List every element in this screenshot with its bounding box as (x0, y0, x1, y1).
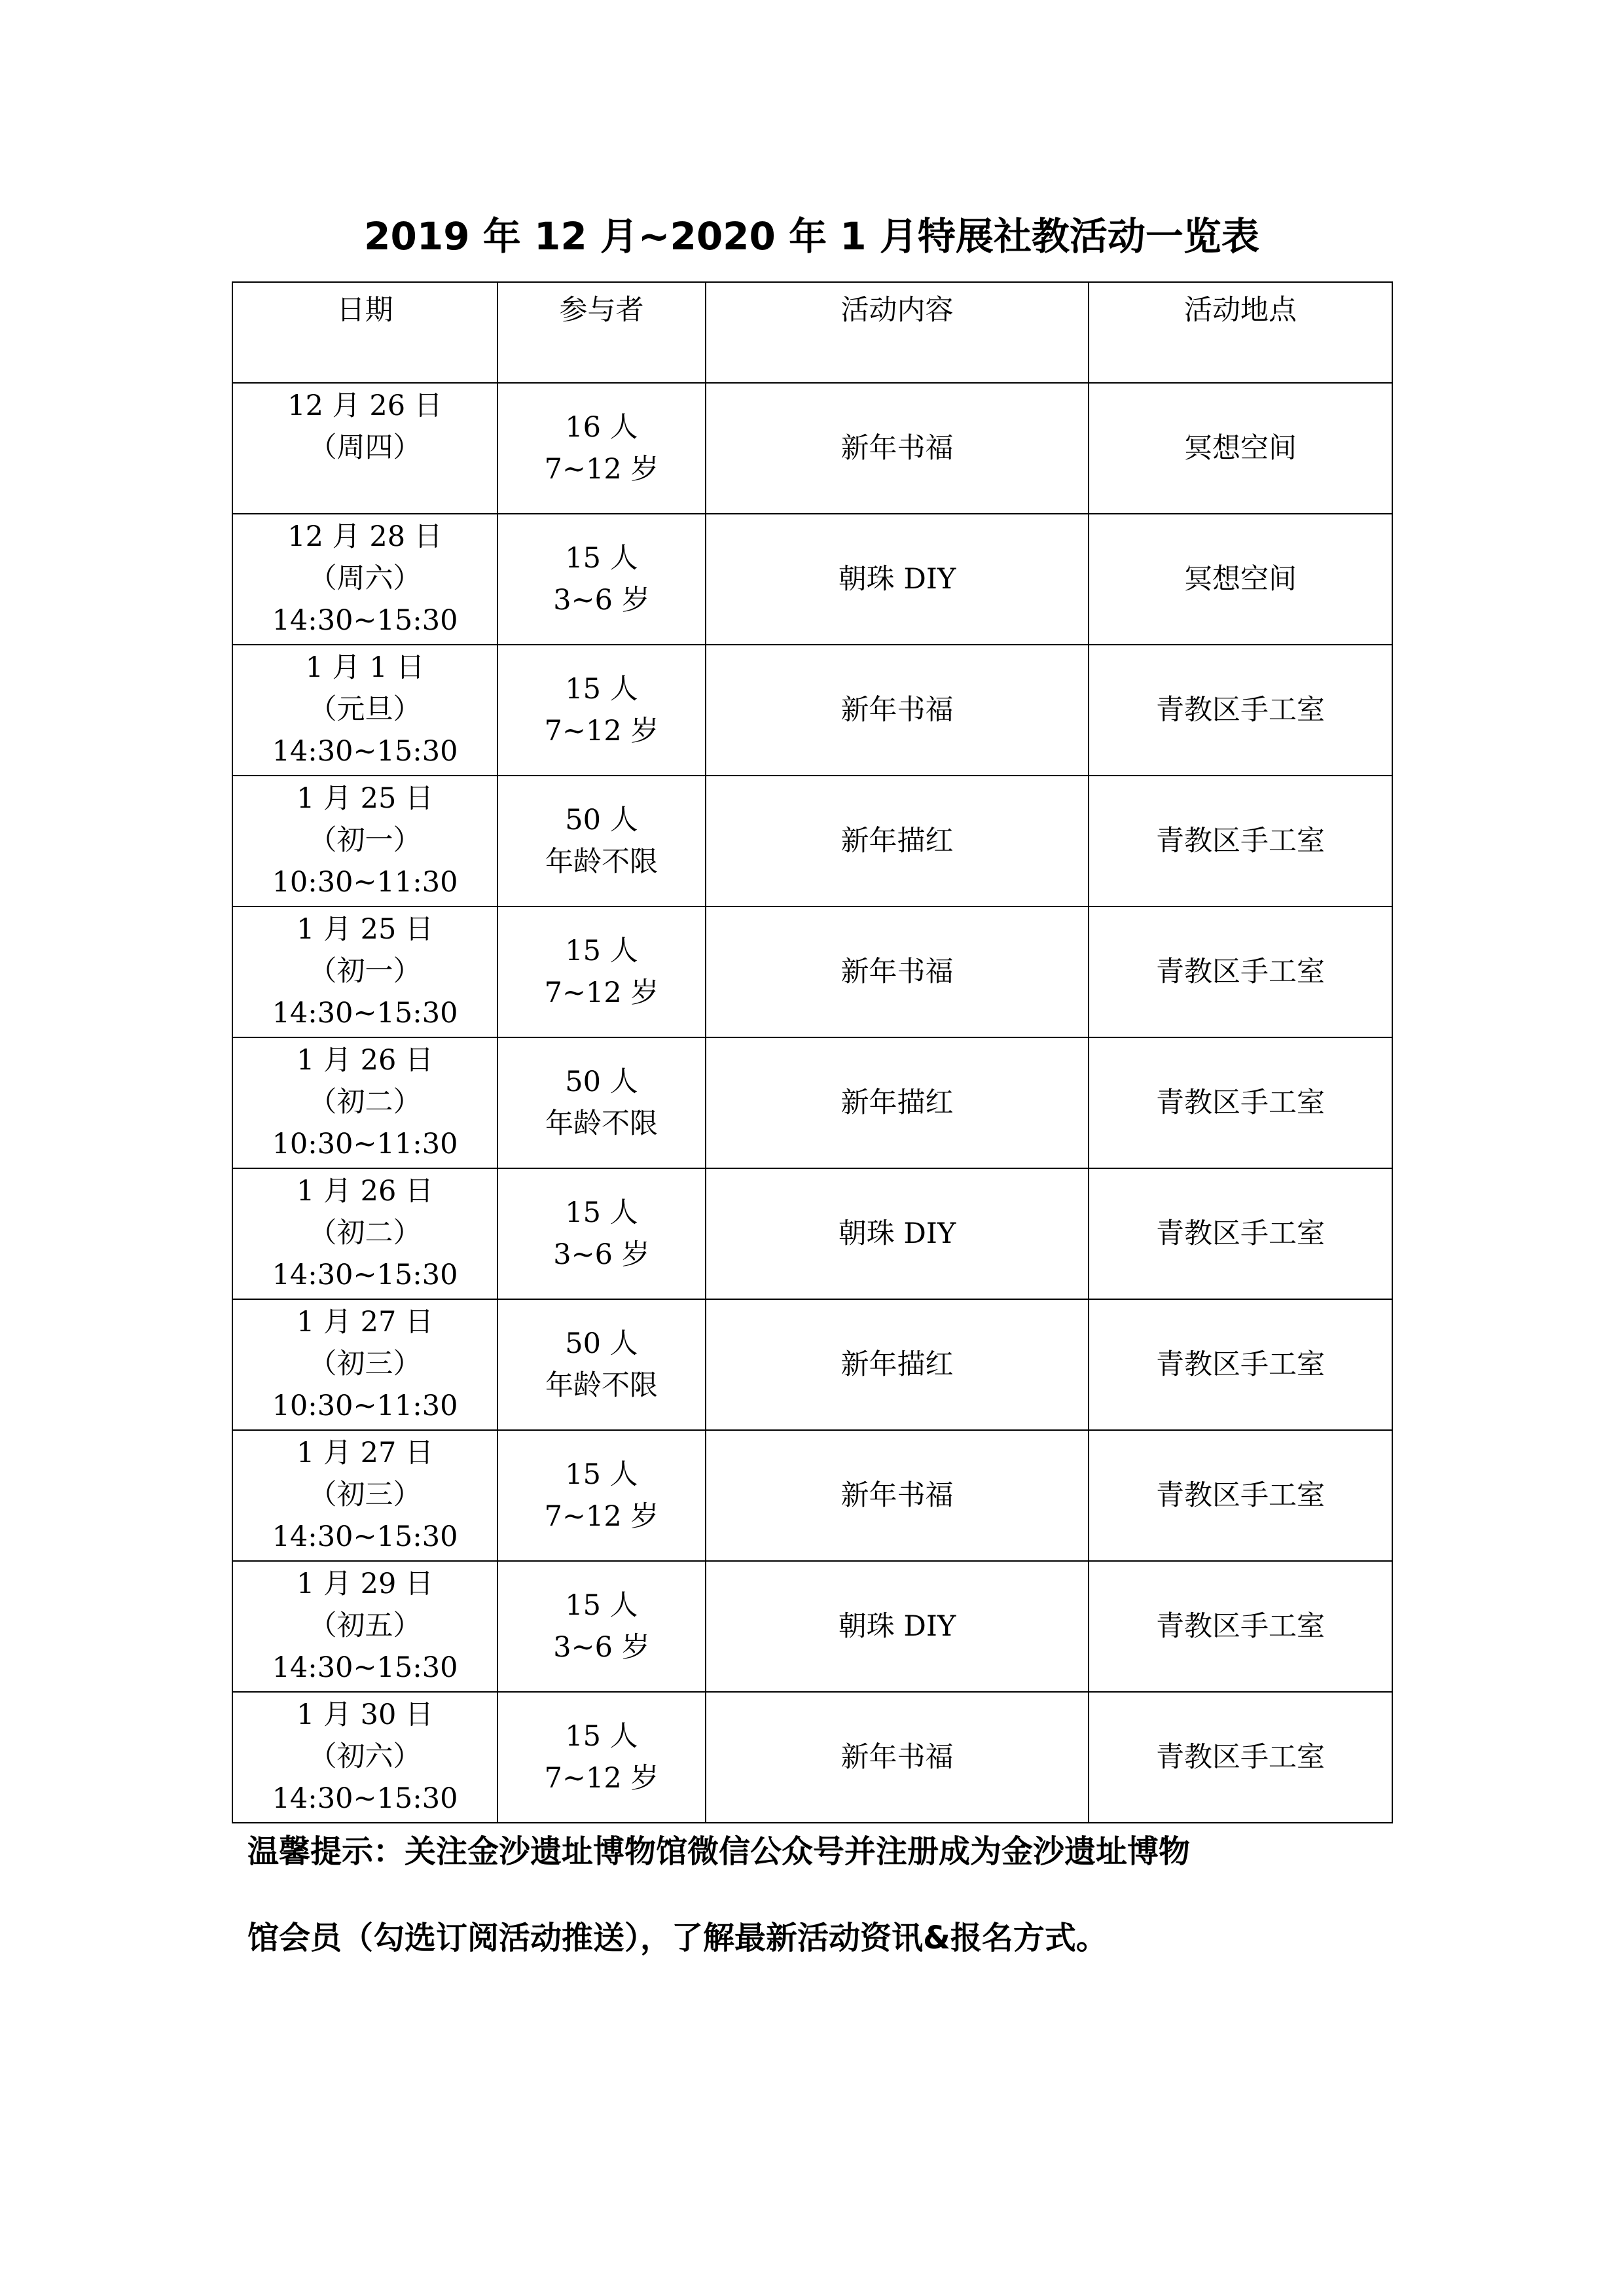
date-line: （初六） (308, 1740, 422, 1773)
activity-cell: 朝珠 DIY (706, 1168, 1089, 1299)
date-line: （元旦） (308, 693, 422, 726)
date-cell (232, 1692, 497, 1823)
table-row (232, 1168, 1392, 1299)
tip-line-2: 馆会员（勾选订阅活动推送），了解最新活动资讯&报名方式。 (247, 1920, 1108, 1956)
date-line: （周四） (308, 431, 422, 464)
table-row (232, 1037, 1392, 1168)
location-cell: 青教区手工室 (1089, 906, 1392, 1037)
table-header-row (232, 282, 1392, 383)
activity-schedule-table (232, 281, 1393, 1823)
date-line: 14:30~15:30 (272, 1782, 458, 1815)
location-cell: 冥想空间 (1089, 514, 1392, 645)
table-row (232, 1692, 1392, 1823)
table-row (232, 906, 1392, 1037)
participants-cell (497, 906, 706, 1037)
header-participants: 参与者 (497, 282, 706, 383)
activity-cell: 朝珠 DIY (706, 1561, 1089, 1692)
date-line: （初一） (308, 955, 422, 988)
location-cell: 冥想空间 (1089, 383, 1392, 514)
activity-cell: 新年书福 (706, 906, 1089, 1037)
date-line: （周六） (308, 562, 422, 595)
date-cell (232, 1168, 497, 1299)
participants-block (545, 1715, 659, 1799)
participants-line: 15 人 (565, 1720, 638, 1753)
date-cell (232, 514, 497, 645)
header-date: 日期 (232, 282, 497, 383)
participants-cell (497, 645, 706, 776)
date-cell (232, 383, 497, 514)
activity-cell: 朝珠 DIY (706, 514, 1089, 645)
participants-line: 15 人 (565, 673, 638, 706)
location-cell: 青教区手工室 (1089, 1430, 1392, 1561)
participants-line: 15 人 (565, 935, 638, 967)
participants-line: 50 人 (565, 804, 638, 836)
participants-line: 50 人 (565, 1066, 638, 1098)
participants-line: 15 人 (565, 1458, 638, 1491)
page-title: 2019 年 12 月~2020 年 1 月特展社教活动一览表 (364, 214, 1259, 259)
participants-line: 7~12 岁 (544, 1762, 659, 1795)
date-cell (232, 906, 497, 1037)
participants-line: 7~12 岁 (544, 1500, 659, 1533)
participants-line: 7~12 岁 (544, 715, 659, 747)
date-line: 1 月 25 日 (296, 782, 434, 815)
date-line: 12 月 26 日 (287, 389, 442, 422)
participants-block (545, 1323, 658, 1407)
date-line: 1 月 26 日 (296, 1175, 434, 1208)
date-line: （初三） (308, 1479, 422, 1511)
date-line: 1 月 30 日 (296, 1698, 434, 1731)
activity-cell: 新年书福 (706, 383, 1089, 514)
table-row (232, 1299, 1392, 1430)
participants-line: 年龄不限 (545, 846, 658, 878)
location-cell: 青教区手工室 (1089, 776, 1392, 906)
date-cell (232, 1430, 497, 1561)
participants-line: 15 人 (565, 542, 638, 575)
participants-line: 7~12 岁 (544, 453, 659, 486)
activity-cell: 新年描红 (706, 776, 1089, 906)
date-line: 14:30~15:30 (272, 1651, 458, 1684)
date-cell (232, 645, 497, 776)
participants-line: 16 人 (565, 411, 638, 444)
participants-cell (497, 1299, 706, 1430)
date-line: （初三） (308, 1348, 422, 1380)
participants-line: 3~6 岁 (553, 1238, 650, 1271)
participants-cell (497, 514, 706, 645)
date-line: 1 月 26 日 (296, 1044, 434, 1077)
participants-block (553, 1192, 649, 1276)
date-line: 1 月 25 日 (296, 913, 434, 946)
participants-line: 15 人 (565, 1196, 638, 1229)
participants-line: 15 人 (565, 1589, 638, 1622)
participants-cell (497, 1037, 706, 1168)
table-row (232, 776, 1392, 906)
header-activity: 活动内容 (706, 282, 1089, 383)
date-cell (232, 776, 497, 906)
date-line: 10:30~11:30 (272, 866, 458, 899)
participants-cell (497, 1561, 706, 1692)
date-line: （初二） (308, 1086, 422, 1119)
participants-cell (497, 1692, 706, 1823)
tip-line-1: 温馨提示：关注金沙遗址博物馆微信公众号并注册成为金沙遗址博物 (247, 1833, 1191, 1870)
participants-block (545, 668, 659, 752)
table-row (232, 1430, 1392, 1561)
participants-cell (497, 776, 706, 906)
date-line: 14:30~15:30 (272, 735, 458, 768)
date-line: 14:30~15:30 (272, 1520, 458, 1553)
table-row (232, 645, 1392, 776)
participants-line: 7~12 岁 (544, 977, 659, 1009)
activity-cell: 新年描红 (706, 1037, 1089, 1168)
participants-block (545, 1061, 658, 1145)
participants-block (545, 406, 659, 490)
location-cell: 青教区手工室 (1089, 1168, 1392, 1299)
location-cell: 青教区手工室 (1089, 645, 1392, 776)
participants-line: 3~6 岁 (553, 1631, 650, 1664)
participants-block (545, 930, 659, 1014)
participants-cell (497, 1168, 706, 1299)
date-cell (232, 1299, 497, 1430)
participants-block (553, 537, 649, 621)
participants-block (553, 1585, 649, 1668)
date-line: （初二） (308, 1217, 422, 1249)
participants-line: 年龄不限 (545, 1369, 658, 1402)
date-cell (232, 1037, 497, 1168)
activity-cell: 新年书福 (706, 1692, 1089, 1823)
date-line: 1 月 29 日 (296, 1568, 434, 1600)
location-cell: 青教区手工室 (1089, 1037, 1392, 1168)
activity-cell: 新年书福 (706, 645, 1089, 776)
activity-cell: 新年描红 (706, 1299, 1089, 1430)
header-location: 活动地点 (1089, 282, 1392, 383)
participants-line: 50 人 (565, 1327, 638, 1360)
date-line: （初五） (308, 1609, 422, 1642)
activity-cell: 新年书福 (706, 1430, 1089, 1561)
participants-block (545, 799, 658, 883)
participants-line: 3~6 岁 (553, 584, 650, 617)
date-line: 14:30~15:30 (272, 997, 458, 1030)
table-row (232, 1561, 1392, 1692)
date-line: 1 月 1 日 (305, 651, 425, 684)
date-line: 14:30~15:30 (272, 1259, 458, 1291)
date-line: 1 月 27 日 (296, 1437, 434, 1469)
date-line: 14:30~15:30 (272, 604, 458, 637)
participants-cell (497, 383, 706, 514)
location-cell: 青教区手工室 (1089, 1692, 1392, 1823)
table-row (232, 383, 1392, 514)
date-cell (232, 1561, 497, 1692)
location-cell: 青教区手工室 (1089, 1299, 1392, 1430)
date-line: 10:30~11:30 (272, 1128, 458, 1160)
participants-line: 年龄不限 (545, 1107, 658, 1140)
location-cell: 青教区手工室 (1089, 1561, 1392, 1692)
table-row (232, 514, 1392, 645)
participants-cell (497, 1430, 706, 1561)
date-line: 12 月 28 日 (287, 520, 442, 553)
date-line: （初一） (308, 824, 422, 857)
participants-block (545, 1454, 659, 1537)
date-line: 1 月 27 日 (296, 1306, 434, 1338)
date-line: 10:30~11:30 (272, 1390, 458, 1422)
